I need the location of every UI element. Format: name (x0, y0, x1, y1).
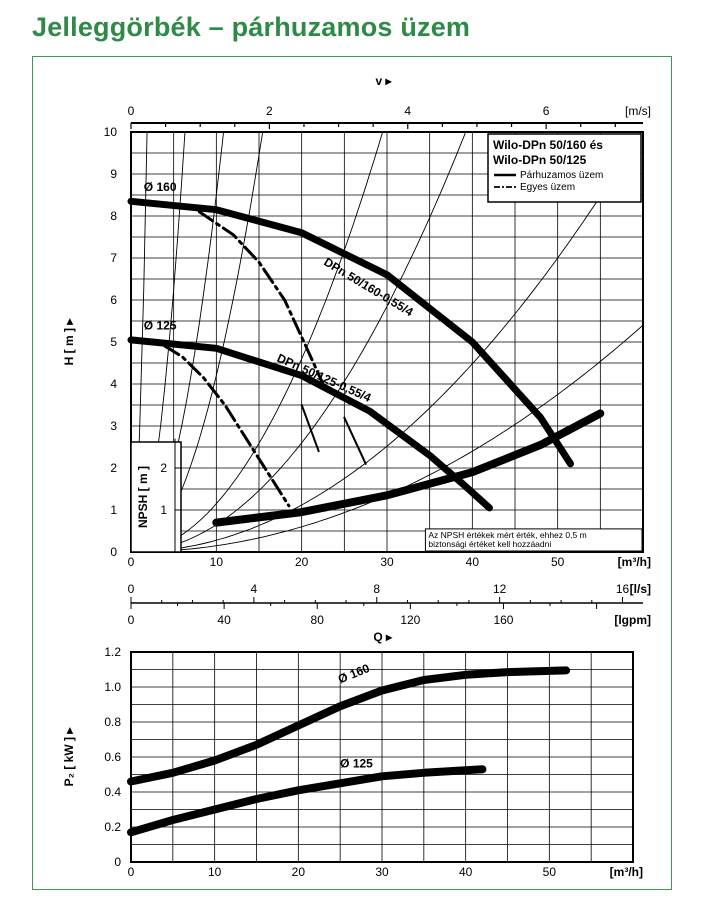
head-x-tick-label: 10 (209, 555, 224, 569)
flow-axis-lps-label: 8 (373, 582, 381, 596)
velocity-tick-label: 0 (127, 104, 135, 118)
flow-axis-lps-label: 16 (615, 582, 630, 596)
flow-axis-lps-label: 12 (492, 582, 507, 596)
pump-curve-segment (302, 405, 319, 451)
power-diameter-label: Ø 160 (336, 661, 372, 687)
power-y-tick-label: 0.6 (104, 750, 121, 764)
note-text: Az NPSH értékek mért érték, ehhez 0,5 m (428, 529, 587, 540)
power-x-tick-label: 10 (207, 865, 222, 879)
power-x-tick-label: 30 (375, 865, 389, 879)
flow-axis-gpm-label: 120 (400, 613, 421, 627)
flow-axis-lps-label: 0 (127, 582, 135, 596)
flow-axis-gpm-label: 80 (310, 613, 324, 627)
flow-axis-gpm-unit: [lgpm] (614, 613, 651, 627)
head-x-unit: [m³/h] (617, 555, 651, 569)
page-title: Jelleggörbék – párhuzamos üzem (32, 12, 471, 42)
power-y-tick-label: 0.4 (104, 785, 121, 799)
flow-axis-gpm-label: 0 (127, 613, 135, 627)
velocity-axis-label: v ▸ (375, 74, 392, 88)
head-y-tick-label: 9 (110, 167, 117, 181)
head-y-tick-label: 10 (103, 125, 117, 139)
legend-item-label: Párhuzamos üzem (520, 170, 604, 181)
diameter-label: Ø 160 (143, 179, 177, 194)
velocity-tick-label: 6 (542, 104, 550, 118)
power-diameter-label: Ø 125 (340, 756, 373, 771)
pump-curve-segment (344, 418, 365, 464)
head-y-tick-label: 3 (110, 419, 117, 433)
npsh-tick-label: 1 (160, 503, 167, 517)
velocity-tick-label: 2 (266, 104, 273, 118)
chart-frame (32, 56, 672, 890)
power-y-tick-label: 1.0 (104, 680, 121, 694)
power-x-tick-label: 40 (458, 865, 473, 879)
legend-item-label: Egyes üzem (520, 182, 576, 193)
npsh-tick-label: 2 (160, 461, 167, 475)
flow-axis-lps-unit: [l/s] (629, 582, 651, 596)
head-y-tick-label: 1 (110, 503, 117, 517)
head-y-label: H [ m ] ▸ (62, 318, 76, 366)
head-x-tick-label: 30 (380, 555, 394, 569)
npsh-axis-label: NPSH [ m ] (136, 465, 150, 529)
power-y-tick-label: 0 (114, 855, 121, 869)
power-y-tick-label: 0.8 (104, 715, 121, 729)
legend-title-line: Wilo-DPn 50/160 és (493, 138, 603, 152)
head-x-tick-label: 0 (127, 555, 135, 569)
power-x-tick-label: 20 (291, 865, 306, 879)
flow-axis-q-label: Q ▸ (373, 630, 393, 644)
head-y-tick-label: 8 (110, 209, 117, 223)
pump-curve-label-160: DPn 50/160-0,55/4 (321, 254, 416, 320)
legend-title-line: Wilo-DPn 50/125 (493, 153, 587, 167)
head-y-tick-label: 6 (110, 293, 117, 307)
power-x-tick-label: 50 (542, 865, 557, 879)
head-x-tick-label: 20 (294, 555, 309, 569)
pump-curve-chart (33, 57, 673, 891)
flow-axis-gpm-label: 160 (493, 613, 514, 627)
pump-curve-parallel (131, 201, 571, 464)
diameter-label: Ø 125 (143, 318, 177, 333)
head-x-tick-label: 40 (465, 555, 480, 569)
flow-axis-gpm-label: 40 (217, 613, 231, 627)
head-y-tick-label: 5 (110, 335, 117, 349)
power-curve (131, 769, 482, 832)
note-text: biztonsági értéket kell hozzáadni (428, 538, 552, 549)
head-y-tick-label: 7 (110, 251, 117, 265)
head-x-tick-label: 50 (550, 555, 565, 569)
power-y-tick-label: 0.2 (104, 820, 121, 834)
head-y-tick-label: 2 (110, 461, 117, 475)
power-x-unit: [m³/h] (609, 865, 643, 879)
velocity-axis-unit: [m/s] (625, 104, 651, 118)
flow-axis-lps-label: 4 (250, 582, 258, 596)
power-x-tick-label: 0 (127, 865, 135, 879)
pump-curve-label-125: DPn 50/125-0,55/4 (274, 350, 374, 405)
velocity-tick-label: 4 (404, 104, 412, 118)
power-y-label: P₂ [ kW ] ▸ (62, 727, 76, 787)
power-y-tick-label: 1.2 (104, 645, 121, 659)
head-y-tick-label: 4 (110, 377, 117, 391)
head-y-tick-label: 0 (110, 545, 117, 559)
